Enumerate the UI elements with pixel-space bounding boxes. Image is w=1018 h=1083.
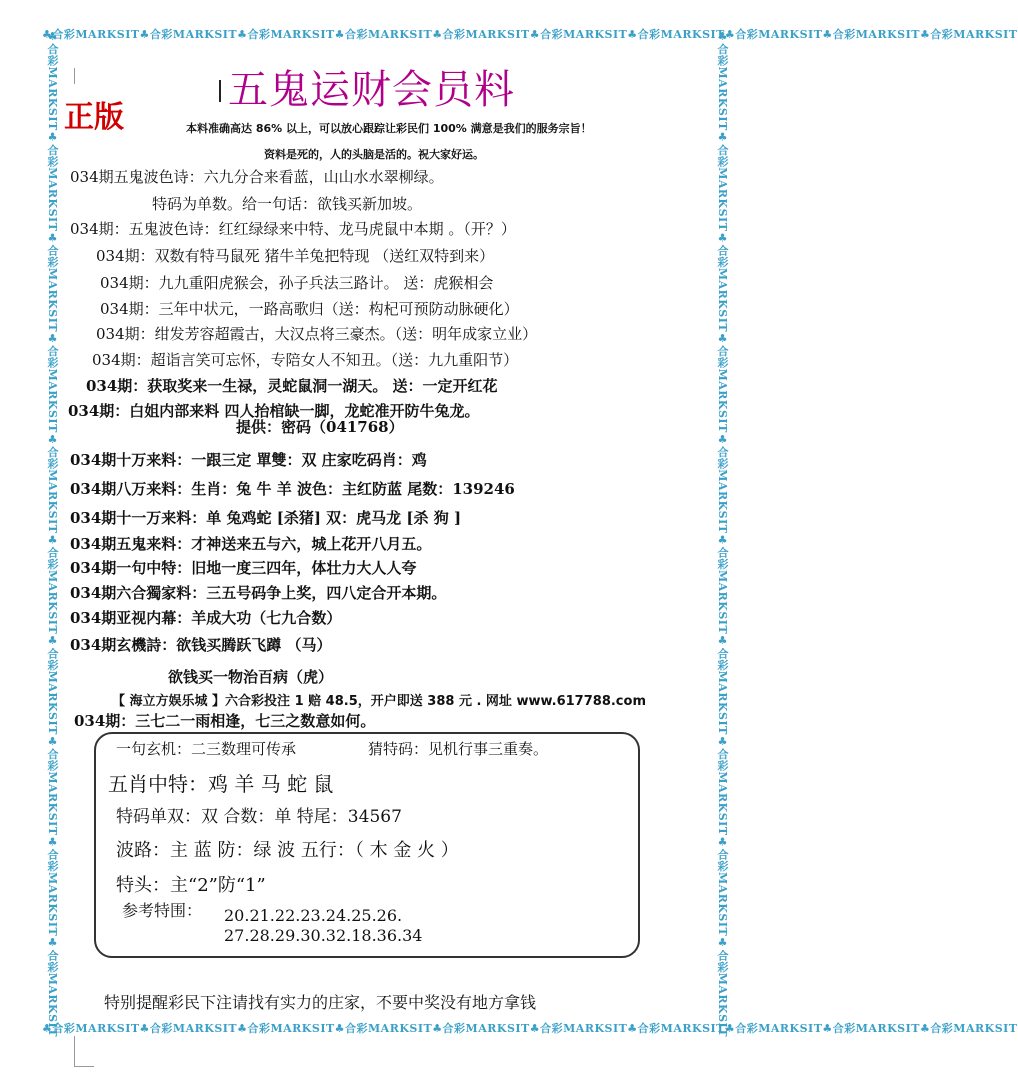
box-caite: 猜特码：见机行事三重奏。 [368,740,549,758]
title-bar [219,80,221,102]
line-yashi-neimu: 034期亚视内幕：羊成大功（七九合数） [70,609,342,627]
watermark-bottom: ♣合彩MARKSIT♣合彩MARKSIT♣合彩MARKSIT♣合彩MARKSIT♣合彩MARKSIT♣合彩MARKSIT♣合彩MARKSIT♣合彩MARKSIT♣合彩MARKSIT♣合彩MARKSIT [42,1022,1018,1035]
line-wugui-bose: 034期五鬼波色诗：六九分合来看蓝，山山水水翠柳绿。 [70,168,444,186]
watermark-right: ♣合彩MARKSIT♣合彩MARKSIT♣合彩MARKSIT♣合彩MARKSIT♣合彩MARKSIT♣合彩MARKSIT♣合彩MARKSIT♣合彩MARKSIT♣合彩MARKSIT♣合彩MARKSIT [716,30,729,1037]
line-honglv: 034期：五鬼波色诗：红红绿绿来中特、龙马虎鼠中本期 。（开？） [70,220,516,238]
watermark-left: ♣合彩MARKSIT♣合彩MARKSIT♣合彩MARKSIT♣合彩MARKSIT♣合彩MARKSIT♣合彩MARKSIT♣合彩MARKSIT♣合彩MARKSIT♣合彩MARKSIT♣合彩MARKSIT [46,30,59,1037]
line-jiujiu: 034期：九九重阳虎猴会，孙子兵法三路计。 送：虎猴相会 [100,274,494,292]
line-zhi-baibing: 欲钱买一物治百病（虎） [168,668,334,686]
line-baijie: 034期：白姐内部来料 四人抬棺缺一脚，龙蛇准开防牛兔龙。 [68,402,480,420]
prediction-box [94,732,640,958]
notice-luck: 资料是死的，人的头脑是活的。祝大家好运。 [264,148,484,161]
line-liuhe-dujia: 034期六合獨家料：三五号码争上奖，四八定合开本期。 [70,584,447,602]
line-tema-danshu: 特码为单数。给一句话：欲钱买新加坡。 [152,195,423,213]
line-xuanji-shi: 034期玄機詩：欲钱买腾跃飞蹲 （马） [70,636,332,654]
corner-mark-bottom [74,1036,75,1066]
box-cankao-label: 参考特围： [122,901,203,920]
box-danshuang: 特码单双：双 合数：单 特尾：34567 [116,807,402,827]
box-wuxiao: 五肖中特：鸡 羊 马 蛇 鼠 [108,772,334,796]
box-tetou: 特头：主“2”防“1” [116,875,266,896]
watermark-top: ♣合彩MARKSIT♣合彩MARKSIT♣合彩MARKSIT♣合彩MARKSIT♣合彩MARKSIT♣合彩MARKSIT♣合彩MARKSIT♣合彩MARKSIT♣合彩MARKSIT♣合彩MARKSIT [42,28,1018,41]
line-wugui-lailiao: 034期五鬼来料：才神送来五与六，城上花开八月五。 [70,535,432,553]
genuine-badge: 正版 [64,100,124,135]
line-shuangshu: 034期：双数有特马鼠死 猪牛羊兔把特现 （送红双特到来） [96,247,495,265]
line-sanqi: 034期：三七二一雨相逢，七三之数意如何。 [74,712,376,730]
line-yiju-zhongte: 034期一句中特：旧地一度三四年，体壮力大人人夸 [70,559,417,577]
line-zhuangyuan: 034期：三年中状元，一路高歌归（送：构杞可预防动脉硬化） [100,300,519,318]
box-cankao-1: 20.21.22.23.24.25.26. [224,906,403,925]
line-shiwan: 034期十万来料：一跟三定 單雙：双 庄家吃码肖：鸡 [70,451,427,469]
footer-reminder: 特别提醒彩民下注请找有实力的庄家，不要中奖没有地方拿钱 [104,993,537,1012]
box-xuanji: 一句玄机：二三数理可传承 [116,740,297,758]
line-ganfa: 034期：绀发芳容超霞古，大汉点将三豪杰。（送：明年成家立业） [96,325,538,343]
corner-mark-top [74,68,75,84]
line-huoqu: 034期：获取奖来一生禄，灵蛇鼠洞一湖天。 送：一定开红花 [86,377,498,395]
box-cankao-2: 27.28.29.30.32.18.36.34 [224,926,423,945]
line-mima: 提供：密码（041768） [236,418,404,436]
box-bolu: 波路：主 蓝 防：绿 波 五行：（ 木 金 火 ） [116,840,459,861]
corner-mark-bottom-h [74,1066,94,1067]
line-bawan: 034期八万来料：生肖：兔 牛 羊 波色：主红防蓝 尾数：139246 [70,480,515,498]
line-shiyiwan: 034期十一万来料：单 兔鸡蛇 [杀猪] 双：虎马龙 [杀 狗 ] [70,509,462,527]
line-chaoyi: 034期：超诣言笑可忘怀，专陪女人不知丑。（送：九九重阳节） [92,351,519,369]
ad-banner: 【 海立方娱乐城 】六合彩投注 1 赔 48.5，开户即送 388 元 . 网址 www.617788.com [112,694,646,709]
notice-accuracy: 本料准确高达 86% 以上，可以放心跟踪让彩民们 100% 满意是我们的服务宗旨！ [186,122,592,135]
page-title: 五鬼运财会员料 [228,67,515,113]
